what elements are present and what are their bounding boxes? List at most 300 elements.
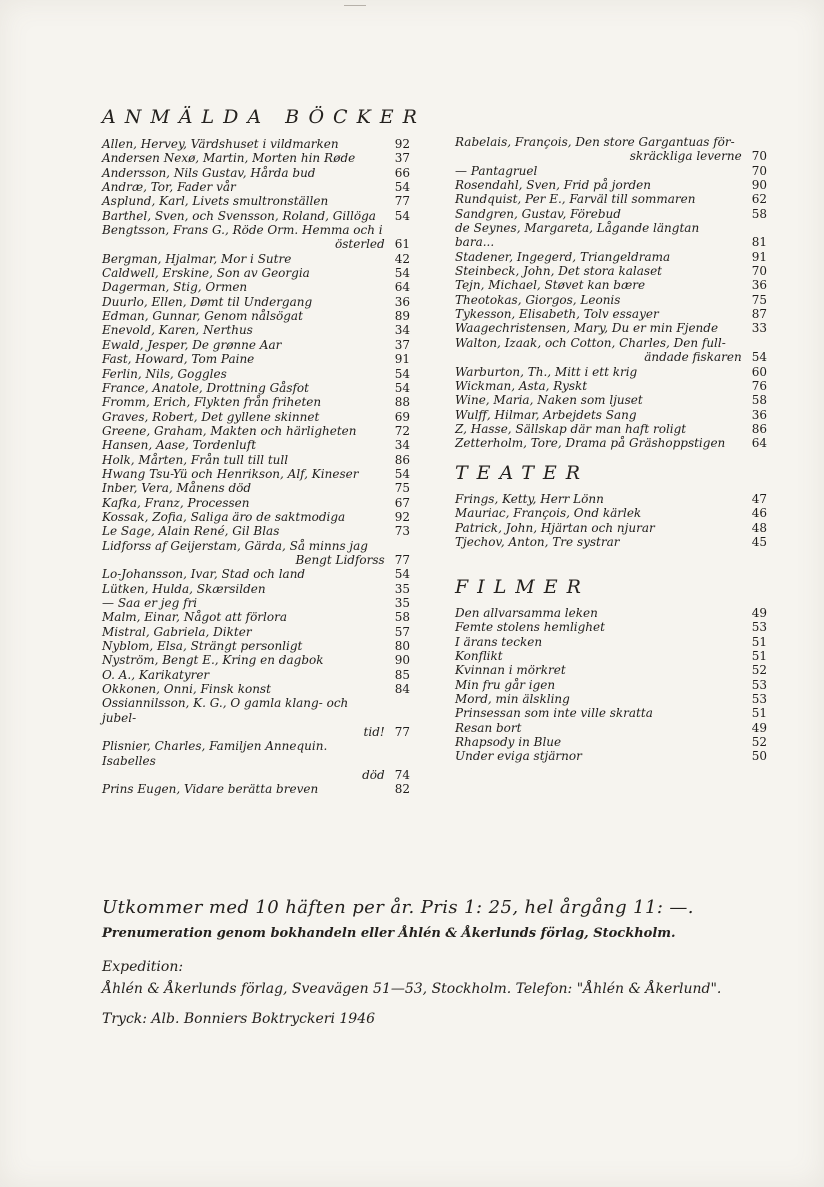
entry-page-number: 58: [394, 610, 410, 625]
entry-title: [102, 223, 395, 252]
entry-title: [102, 381, 395, 395]
entry-text: Ossiannilsson, K. G., O gamla klang- och jubel-: [102, 696, 349, 725]
entry-text: Barthel, Sven, och Svensson, Roland, Gillöga: [102, 208, 376, 223]
entry-text: Asplund, Karl, Livets smultronställen: [102, 194, 329, 209]
index-entry: [102, 223, 410, 252]
entry-page-number: 49: [751, 720, 767, 735]
entry-page-number: 92: [394, 509, 410, 524]
index-entry: [455, 735, 767, 749]
entry-page-number: 58: [751, 206, 767, 221]
teater-list: [455, 492, 767, 549]
entry-title: [455, 408, 752, 422]
index-entry: [102, 782, 410, 796]
entry-page-number: 89: [394, 309, 410, 324]
entry-text: Fromm, Erich, Flykten från friheten: [102, 395, 322, 410]
entry-text: Waagechristensen, Mary, Du er min Fjende: [455, 321, 719, 336]
entry-page-number: 91: [751, 249, 767, 264]
index-entry: [102, 410, 410, 424]
entry-page-number: 36: [751, 407, 767, 422]
index-entry: [102, 510, 410, 524]
entry-title: [102, 137, 395, 151]
entry-page-number: 72: [394, 423, 410, 438]
entry-title: [102, 467, 395, 481]
entry-text: Wulff, Hilmar, Arbejdets Sang: [455, 407, 637, 422]
entry-text: Plisnier, Charles, Familjen Annequin. Isabelles: [102, 739, 328, 768]
entry-page-number: 51: [751, 649, 767, 664]
entry-text: Zetterholm, Tore, Drama på Gräshoppstigen: [455, 436, 726, 451]
entry-title: [102, 367, 395, 381]
anmalda-list-right: [455, 135, 767, 451]
index-entry: [102, 166, 410, 180]
index-entry: [102, 209, 410, 223]
entry-text: Bergman, Hjalmar, Mor i Sutre: [102, 251, 292, 266]
filmer-list: [455, 606, 767, 764]
entry-page-number: 58: [751, 393, 767, 408]
entry-text: Allen, Hervey, Värdshuset i vildmarken: [102, 137, 339, 151]
entry-text: Ferlin, Nils, Goggles: [102, 366, 227, 381]
entry-text: Holk, Mårten, Från tull till tull: [102, 452, 289, 467]
entry-text: Patrick, John, Hjärtan och njurar: [455, 520, 655, 535]
entry-page-number: 36: [751, 278, 767, 293]
entry-text: Steinbeck, John, Det stora kalaset: [455, 264, 663, 279]
index-entry: [455, 663, 767, 677]
entry-text: Fast, Howard, Tom Paine: [102, 352, 255, 367]
index-entry: [455, 506, 767, 520]
index-entry: [102, 453, 410, 467]
entry-page-number: 92: [394, 137, 410, 151]
entry-title: [455, 221, 752, 250]
entry-page-number: 49: [751, 606, 767, 620]
index-entry: [455, 620, 767, 634]
entry-text: Konflikt: [455, 649, 503, 664]
entry-text: Bengtsson, Frans G., Röde Orm. Hemma och i: [102, 223, 383, 238]
entry-title: [102, 151, 395, 165]
entry-title: [455, 192, 752, 206]
entry-title: [455, 293, 752, 307]
entry-page-number: 54: [394, 466, 410, 481]
index-entry: [102, 567, 410, 581]
entry-page-number: 77: [394, 552, 410, 567]
entry-text: Graves, Robert, Det gyllene skinnet: [102, 409, 320, 424]
entry-text: Tjechov, Anton, Tre systrar: [455, 535, 620, 550]
index-entry: [102, 151, 410, 165]
entry-page-number: 53: [751, 692, 767, 707]
entry-page-number: 61: [394, 237, 410, 252]
index-entry: [455, 278, 767, 292]
index-entry: [455, 264, 767, 278]
entry-title: [102, 410, 395, 424]
index-entry: [102, 194, 410, 208]
entry-continuation: Bengt Lidforss: [295, 552, 385, 567]
index-entry: [102, 653, 410, 667]
entry-page-number: 52: [751, 735, 767, 750]
entry-page-number: 54: [394, 208, 410, 223]
entry-title: [455, 535, 752, 549]
index-entry: [455, 692, 767, 706]
entry-page-number: 70: [751, 149, 767, 164]
entry-page-number: 53: [751, 620, 767, 635]
entry-page-number: 52: [751, 663, 767, 678]
entry-title: [455, 336, 752, 365]
footer-address-line: Åhlén & Åkerlunds förlag, Sveavägen 51—53, Stockholm. Telefon: "Åhlén & Åkerlund".: [102, 981, 722, 997]
entry-title: [455, 606, 752, 620]
entry-text: Tejn, Michael, Støvet kan bære: [455, 278, 646, 293]
footer-expedition-label: Expedition:: [102, 959, 184, 975]
entry-page-number: 54: [394, 380, 410, 395]
footer-price-line: Utkommer med 10 häften per år. Pris 1: 25, hel årgång 11: —.: [102, 897, 694, 918]
entry-title: [455, 692, 752, 706]
index-entry: [455, 192, 767, 206]
entry-text: de Seynes, Margareta, Lågande längtan bara...: [455, 221, 700, 250]
entry-page-number: 64: [394, 280, 410, 295]
index-entry: [455, 221, 767, 250]
entry-text: Andersen Nexø, Martin, Morten hin Røde: [102, 151, 356, 166]
entry-text: Under eviga stjärnor: [455, 749, 582, 764]
entry-text: France, Anatole, Drottning Gåsfot: [102, 380, 309, 395]
index-entry: [102, 596, 410, 610]
index-entry: [455, 635, 767, 649]
index-entry: [102, 682, 410, 696]
entry-text: Wickman, Asta, Ryskt: [455, 378, 588, 393]
entry-page-number: 54: [394, 266, 410, 281]
entry-title: [102, 323, 395, 337]
index-entry: [455, 422, 767, 436]
index-entry: [102, 424, 410, 438]
entry-title: [455, 649, 752, 663]
top-rule: [344, 5, 366, 6]
entry-text: Nyblom, Elsa, Strängt personligt: [102, 639, 303, 654]
index-entry: [455, 393, 767, 407]
entry-page-number: 42: [394, 251, 410, 266]
entry-title: [102, 395, 395, 409]
entry-title: [455, 365, 752, 379]
entry-page-number: 91: [394, 352, 410, 367]
entry-text: Okkonen, Onni, Finsk konst: [102, 682, 271, 697]
entry-page-number: 54: [394, 180, 410, 195]
entry-page-number: 67: [394, 495, 410, 510]
entry-title: [102, 352, 395, 366]
entry-text: Hwang Tsu-Yü och Henrikson, Alf, Kineser: [102, 466, 359, 481]
entry-text: Rosendahl, Sven, Frid på jorden: [455, 178, 651, 193]
entry-text: — Saa er jeg fri: [102, 596, 198, 610]
entry-text: Inber, Vera, Månens död: [102, 481, 252, 496]
entry-text: Edman, Gunnar, Genom nålsögat: [102, 309, 303, 324]
entry-title: [102, 252, 395, 266]
entry-title: [102, 453, 395, 467]
entry-title: [102, 682, 395, 696]
entry-title: [102, 696, 395, 739]
entry-title: [102, 625, 395, 639]
footer-subscription-line: Prenumeration genom bokhandeln eller Åhlén & Åkerlunds förlag, Stockholm.: [102, 926, 676, 941]
entry-title: [455, 178, 752, 192]
entry-title: [102, 668, 395, 682]
entry-title: [455, 422, 752, 436]
index-entry: [455, 649, 767, 663]
entry-page-number: 75: [394, 481, 410, 496]
entry-text: Andersson, Nils Gustav, Hårda bud: [102, 165, 316, 180]
entry-text: Greene, Graham, Makten och härligheten: [102, 423, 357, 438]
entry-page-number: 57: [394, 624, 410, 639]
entry-page-number: 33: [751, 321, 767, 336]
entry-page-number: 34: [394, 323, 410, 338]
index-entry: [102, 280, 410, 294]
heading-teater: TEATER: [455, 462, 590, 484]
entry-page-number: 81: [751, 235, 767, 250]
entry-title: [102, 510, 395, 524]
entry-text: Stadener, Ingegerd, Triangeldrama: [455, 249, 671, 264]
index-entry: [455, 336, 767, 365]
index-entry: [102, 496, 410, 510]
entry-text: Andræ, Tor, Fader vår: [102, 180, 236, 195]
entry-title: [455, 620, 752, 634]
entry-title: [455, 492, 752, 506]
entry-title: [455, 278, 752, 292]
entry-text: Resan bort: [455, 720, 522, 735]
entry-page-number: 51: [751, 706, 767, 721]
entry-text: Wine, Maria, Naken som ljuset: [455, 393, 643, 408]
entry-text: Warburton, Th., Mitt i ett krig: [455, 364, 638, 379]
entry-page-number: 36: [394, 294, 410, 309]
entry-title: [455, 749, 752, 763]
entry-title: [102, 610, 395, 624]
index-entry: [102, 639, 410, 653]
index-entry: [102, 696, 410, 739]
entry-continuation: österled: [335, 237, 385, 252]
entry-page-number: 77: [394, 725, 410, 740]
index-entry: [102, 180, 410, 194]
entry-page-number: 74: [394, 768, 410, 783]
entry-page-number: 60: [751, 364, 767, 379]
index-entry: [455, 606, 767, 620]
entry-title: [102, 295, 395, 309]
entry-text: Kvinnan i mörkret: [455, 663, 566, 678]
entry-text: Min fru går igen: [455, 677, 556, 692]
entry-page-number: 37: [394, 337, 410, 352]
entry-title: [102, 496, 395, 510]
entry-page-number: 80: [394, 639, 410, 654]
entry-title: [455, 393, 752, 407]
entry-title: [102, 524, 395, 538]
entry-title: [102, 194, 395, 208]
entry-text: Frings, Ketty, Herr Lönn: [455, 492, 604, 506]
entry-title: [455, 521, 752, 535]
entry-title: [455, 164, 752, 178]
entry-page-number: 82: [394, 782, 410, 797]
entry-text: Kossak, Zofia, Saliga äro de saktmodiga: [102, 509, 346, 524]
index-entry: [102, 481, 410, 495]
entry-page-number: 37: [394, 151, 410, 166]
entry-text: Enevold, Karen, Nerthus: [102, 323, 253, 338]
entry-text: Kafka, Franz, Processen: [102, 495, 250, 510]
entry-page-number: 84: [394, 682, 410, 697]
index-entry: [102, 438, 410, 452]
entry-text: — Pantagruel: [455, 163, 538, 178]
entry-text: Lo-Johansson, Ivar, Stad och land: [102, 567, 306, 582]
entry-title: [455, 321, 752, 335]
entry-text: Rhapsody in Blue: [455, 735, 562, 750]
index-entry: [102, 381, 410, 395]
entry-text: Malm, Einar, Något att förlora: [102, 610, 287, 625]
entry-text: I ärans tecken: [455, 634, 543, 649]
entry-text: Prins Eugen, Vidare berätta breven: [102, 782, 319, 797]
entry-page-number: 45: [751, 535, 767, 550]
index-entry: [102, 367, 410, 381]
entry-title: [455, 379, 752, 393]
index-entry: [455, 721, 767, 735]
entry-text: Rundquist, Per E., Farväl till sommaren: [455, 192, 696, 207]
index-entry: [102, 395, 410, 409]
index-entry: [102, 668, 410, 682]
entry-text: Lidforss af Geijerstam, Gärda, Så minns jag: [102, 538, 368, 553]
index-entry: [455, 535, 767, 549]
entry-text: Hansen, Aase, Tordenluft: [102, 438, 257, 453]
entry-page-number: 54: [394, 567, 410, 582]
entry-text: Mistral, Gabriela, Dikter: [102, 624, 252, 639]
entry-page-number: 86: [394, 452, 410, 467]
entry-text: Femte stolens hemlighet: [455, 620, 605, 635]
entry-title: [455, 436, 752, 450]
entry-text: Dagerman, Stig, Ormen: [102, 280, 248, 295]
index-entry: [455, 521, 767, 535]
index-entry: [455, 379, 767, 393]
entry-text: O. A., Karikatyrer: [102, 667, 210, 682]
entry-text: Prinsessan som inte ville skratta: [455, 706, 653, 721]
entry-continuation: ändade fiskaren: [644, 350, 742, 365]
anmalda-list-left: [102, 137, 410, 797]
entry-page-number: 85: [394, 667, 410, 682]
entry-continuation: död: [362, 768, 385, 783]
entry-title: [102, 539, 395, 568]
index-entry: [102, 338, 410, 352]
entry-title: [102, 209, 395, 223]
index-entry: [455, 164, 767, 178]
entry-text: Tykesson, Elisabeth, Tolv essayer: [455, 307, 659, 322]
heading-filmer: FILMER: [455, 576, 590, 598]
entry-page-number: 35: [394, 581, 410, 596]
index-entry: [455, 749, 767, 763]
index-entry: [102, 137, 410, 151]
entry-title: [455, 706, 752, 720]
entry-page-number: 77: [394, 194, 410, 209]
entry-text: Mauriac, François, Ond kärlek: [455, 506, 642, 521]
entry-page-number: 62: [751, 192, 767, 207]
entry-page-number: 73: [394, 524, 410, 539]
index-entry: [102, 467, 410, 481]
entry-text: Nyström, Bengt E., Kring en dagbok: [102, 653, 324, 668]
entry-page-number: 54: [394, 366, 410, 381]
entry-title: [102, 567, 395, 581]
entry-page-number: 76: [751, 378, 767, 393]
index-entry: [455, 408, 767, 422]
entry-page-number: 88: [394, 395, 410, 410]
entry-text: Le Sage, Alain René, Gil Blas: [102, 524, 280, 539]
entry-page-number: 90: [394, 653, 410, 668]
entry-page-number: 66: [394, 165, 410, 180]
heading-anmalda-bocker: ANMÄLDA BÖCKER: [102, 106, 426, 128]
entry-page-number: 47: [751, 492, 767, 506]
entry-title: [455, 250, 752, 264]
index-entry: [102, 352, 410, 366]
entry-text: Caldwell, Erskine, Son av Georgia: [102, 266, 310, 281]
entry-continuation: tid!: [363, 725, 385, 740]
entry-title: [455, 663, 752, 677]
index-entry: [455, 250, 767, 264]
entry-page-number: 50: [751, 749, 767, 764]
index-entry: [455, 706, 767, 720]
entry-text: Duurlo, Ellen, Dømt til Undergang: [102, 294, 313, 309]
entry-page-number: 54: [751, 350, 767, 365]
index-entry: [102, 252, 410, 266]
index-entry: [102, 266, 410, 280]
entry-title: [455, 135, 752, 164]
index-entry: [455, 178, 767, 192]
index-entry: [102, 739, 410, 782]
entry-page-number: 48: [751, 520, 767, 535]
entry-title: [102, 639, 395, 653]
entry-title: [102, 596, 395, 610]
entry-page-number: 70: [751, 264, 767, 279]
index-entry: [455, 678, 767, 692]
entry-page-number: 64: [751, 436, 767, 451]
entry-title: [102, 338, 395, 352]
entry-text: Theotokas, Giorgos, Leonis: [455, 292, 621, 307]
entry-title: [102, 739, 395, 782]
entry-title: [102, 481, 395, 495]
entry-title: [102, 782, 395, 796]
entry-page-number: 86: [751, 421, 767, 436]
index-entry: [102, 524, 410, 538]
index-entry: [102, 309, 410, 323]
entry-text: Ewald, Jesper, De grønne Aar: [102, 337, 282, 352]
entry-text: Sandgren, Gustav, Förebud: [455, 206, 621, 221]
index-entry: [102, 610, 410, 624]
index-entry: [455, 436, 767, 450]
entry-title: [455, 264, 752, 278]
index-entry: [455, 492, 767, 506]
entry-title: [102, 166, 395, 180]
entry-text: Lütken, Hulda, Skærsilden: [102, 581, 266, 596]
entry-title: [102, 180, 395, 194]
entry-page-number: 53: [751, 677, 767, 692]
entry-page-number: 70: [751, 163, 767, 178]
entry-page-number: 90: [751, 178, 767, 193]
entry-title: [102, 266, 395, 280]
entry-text: Mord, min älskling: [455, 692, 570, 707]
entry-page-number: 75: [751, 292, 767, 307]
entry-title: [102, 280, 395, 294]
entry-page-number: 51: [751, 634, 767, 649]
entry-title: [455, 735, 752, 749]
index-entry: [102, 539, 410, 568]
index-entry: [102, 625, 410, 639]
entry-title: [455, 678, 752, 692]
entry-text: Walton, Izaak, och Cotton, Charles, Den full-: [455, 335, 726, 350]
index-entry: [455, 307, 767, 321]
entry-page-number: 34: [394, 438, 410, 453]
index-entry: [102, 582, 410, 596]
entry-title: [102, 438, 395, 452]
entry-page-number: 69: [394, 409, 410, 424]
index-entry: [455, 321, 767, 335]
entry-title: [455, 307, 752, 321]
index-entry: [455, 207, 767, 221]
entry-text: Rabelais, François, Den store Gargantuas för-: [455, 135, 735, 149]
index-entry: [455, 293, 767, 307]
entry-page-number: 46: [751, 506, 767, 521]
entry-text: Den allvarsamma leken: [455, 606, 598, 620]
entry-title: [455, 635, 752, 649]
entry-title: [455, 207, 752, 221]
